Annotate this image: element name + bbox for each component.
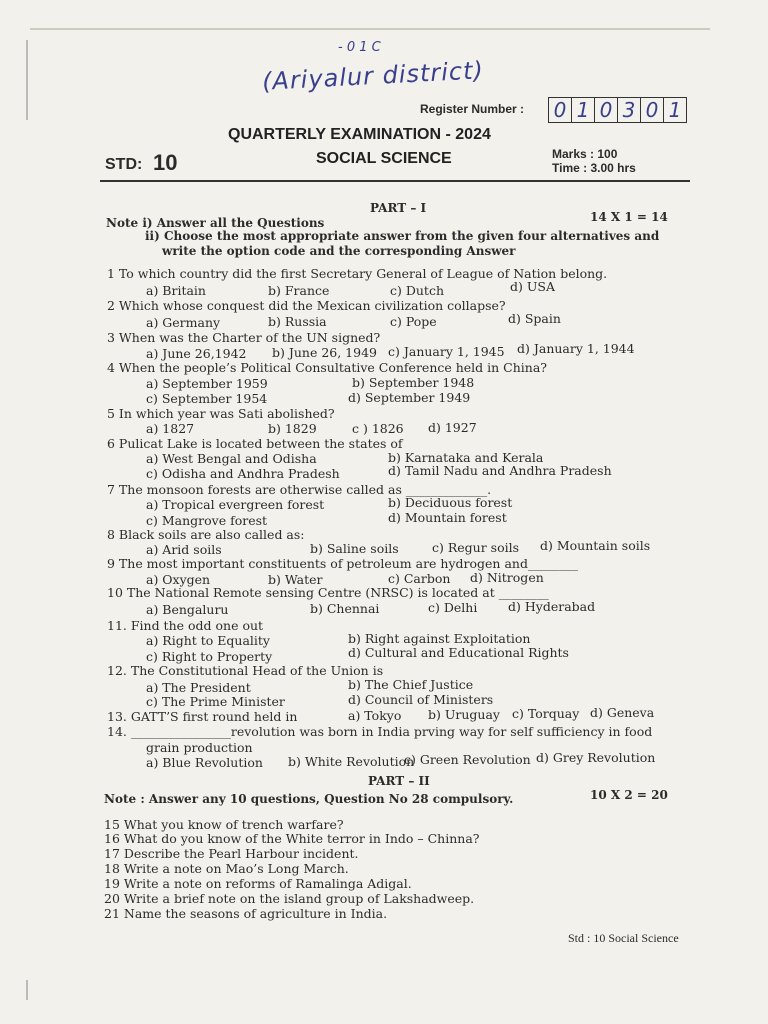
scan-edge-mark	[26, 980, 28, 1000]
option-b: b) Karnataka and Kerala	[388, 450, 544, 465]
scan-edge-mark	[26, 40, 28, 120]
question-text: 10 The National Remote sensing Centre (NRSC) is located at ________	[107, 585, 549, 600]
option-a: a) Britain	[146, 283, 206, 298]
register-number-label: Register Number :	[420, 102, 525, 116]
part1-instruction: ii) Choose the most appropriate answer from the given four alternatives and	[145, 229, 660, 243]
question-text: 1 To which country did the first Secretary General of League of Nation belong.	[107, 266, 608, 281]
exam-title: QUARTERLY EXAMINATION - 2024	[228, 126, 491, 143]
option-a: a) Bengaluru	[146, 602, 229, 617]
register-digit: 1	[668, 98, 682, 122]
scan-top-edge	[30, 28, 710, 30]
option-c: c) September 1954	[146, 391, 268, 406]
part1-note: Note i) Answer all the Questions	[106, 216, 325, 230]
option-d: d) 1927	[428, 420, 477, 435]
option-a: a) Arid soils	[146, 542, 222, 557]
question-text: 14. ________________revolution was born in India prving way for self sufficiency in food	[107, 724, 653, 739]
register-number-box	[548, 97, 687, 123]
option-a: a) Tropical evergreen forest	[146, 497, 325, 512]
option-a: a) 1827	[146, 421, 195, 436]
part1-instruction: write the option code and the corresponding Answer	[162, 244, 516, 258]
register-digit: 3	[618, 98, 641, 122]
question-text: 2 Which whose conquest did the Mexican civilization collapse?	[107, 298, 506, 313]
option-a: a) The President	[146, 680, 251, 695]
option-a: a) West Bengal and Odisha	[146, 451, 317, 466]
register-digit: 0	[549, 98, 572, 122]
option-c: c) Green Revolution	[404, 752, 531, 767]
marks-label: Marks : 100	[552, 147, 618, 161]
option-d: d) USA	[510, 279, 555, 294]
handwritten-district: (Ariyalur district)	[261, 56, 485, 96]
header-divider	[100, 180, 690, 182]
option-c: c) The Prime Minister	[146, 694, 285, 709]
option-c: c) Regur soils	[432, 540, 520, 555]
option-d: d) Council of Ministers	[348, 692, 494, 707]
register-digit: 1	[572, 98, 595, 122]
register-digit: 0	[595, 98, 618, 122]
question-text: 6 Pulicat Lake is located between the states of	[107, 436, 403, 451]
question-text: 7 The monsoon forests are otherwise called as _____________.	[107, 482, 492, 497]
option-a: a) Tokyo	[348, 708, 402, 723]
register-digit: 0	[641, 98, 664, 122]
option-a: a) Right to Equality	[146, 633, 270, 648]
question-text: 11. Find the odd one out	[107, 618, 264, 633]
option-a: a) June 26,1942	[146, 346, 247, 361]
option-d: d) Cultural and Educational Rights	[348, 645, 569, 660]
part2-heading: PART – II	[368, 774, 430, 788]
option-c: c) Delhi	[428, 600, 478, 615]
part2-note: Note : Answer any 10 questions, Question No 28 compulsory.	[104, 792, 514, 806]
option-b: b) 1829	[268, 421, 317, 436]
question-text: 8 Black soils are also called as:	[107, 527, 305, 542]
subject-title: SOCIAL SCIENCE	[316, 150, 452, 167]
question-text: 3 When was the Charter of the UN signed?	[107, 330, 381, 345]
std-value: 10	[153, 150, 178, 175]
question-text: 20 Write a brief note on the island group of Lakshadweep.	[104, 891, 475, 906]
question-text: 19 Write a note on reforms of Ramalinga Adigal.	[104, 876, 412, 891]
option-d: d) Mountain forest	[388, 510, 507, 525]
option-c: c) Pope	[390, 314, 437, 329]
question-text: 16 What do you know of the White terror in Indo – Chinna?	[104, 831, 480, 846]
option-d: d) Tamil Nadu and Andhra Pradesh	[388, 463, 612, 478]
question-text: 5 In which year was Sati abolished?	[107, 406, 335, 421]
page-footer: Std : 10 Social Science	[568, 931, 679, 945]
option-b: b) France	[268, 283, 330, 298]
option-b: b) Russia	[268, 314, 327, 329]
question-text: 15 What you know of trench warfare?	[104, 817, 344, 832]
option-d: d) Mountain soils	[540, 538, 651, 553]
option-d: d) Spain	[508, 311, 561, 326]
question-text: 12. The Constitutional Head of the Union is	[107, 663, 384, 678]
option-c: c) Odisha and Andhra Pradesh	[146, 466, 340, 481]
option-b: b) The Chief Justice	[348, 677, 474, 692]
option-d: d) January 1, 1944	[517, 341, 635, 356]
option-c: c) Carbon	[388, 571, 451, 586]
part2-score: 10 X 2 = 20	[590, 788, 668, 802]
option-a: a) September 1959	[146, 376, 268, 391]
option-c: c) Right to Property	[146, 649, 273, 664]
option-c: c) Mangrove forest	[146, 513, 268, 528]
option-d: d) Nitrogen	[470, 570, 544, 585]
option-c: c ) 1826	[352, 421, 404, 436]
question-text: 18 Write a note on Mao’s Long March.	[104, 861, 349, 876]
option-b: b) Right against Exploitation	[348, 631, 531, 646]
option-d: d) Grey Revolution	[536, 750, 656, 765]
option-a: a) Oxygen	[146, 572, 211, 587]
option-a: a) Germany	[146, 315, 221, 330]
option-d: d) Hyderabad	[508, 599, 596, 614]
option-b: b) June 26, 1949	[272, 345, 377, 360]
question-text: 4 When the people’s Political Consultative Conference held in China?	[107, 360, 547, 375]
part1-heading: PART – I	[370, 201, 427, 215]
option-b: b) September 1948	[352, 375, 475, 390]
question-text: 9 The most important constituents of petroleum are hydrogen and________	[107, 556, 578, 571]
option-b: b) Saline soils	[310, 541, 399, 556]
option-b: b) Water	[268, 572, 323, 587]
part1-score: 14 X 1 = 14	[590, 210, 668, 224]
option-b: b) Deciduous forest	[388, 495, 513, 510]
option-c: c) Dutch	[390, 283, 444, 298]
question-text: 13. GATT’S first round held in	[107, 709, 298, 724]
question-text-continued: grain production	[146, 740, 253, 755]
std-label: STD:	[105, 156, 143, 173]
question-text: 21 Name the seasons of agriculture in India.	[104, 906, 388, 921]
option-b: b) Uruguay	[428, 707, 500, 722]
option-d: d) Geneva	[590, 705, 655, 720]
option-b: b) Chennai	[310, 601, 380, 616]
question-text: 17 Describe the Pearl Harbour incident.	[104, 846, 359, 861]
option-a: a) Blue Revolution	[146, 755, 263, 770]
option-c: c) Torquay	[512, 706, 580, 721]
option-b: b) White Revolution	[288, 754, 415, 769]
option-d: d) September 1949	[348, 390, 471, 405]
option-c: c) January 1, 1945	[388, 344, 505, 359]
handwritten-code: - 0 1 C	[338, 40, 381, 55]
time-label: Time : 3.00 hrs	[552, 161, 636, 175]
